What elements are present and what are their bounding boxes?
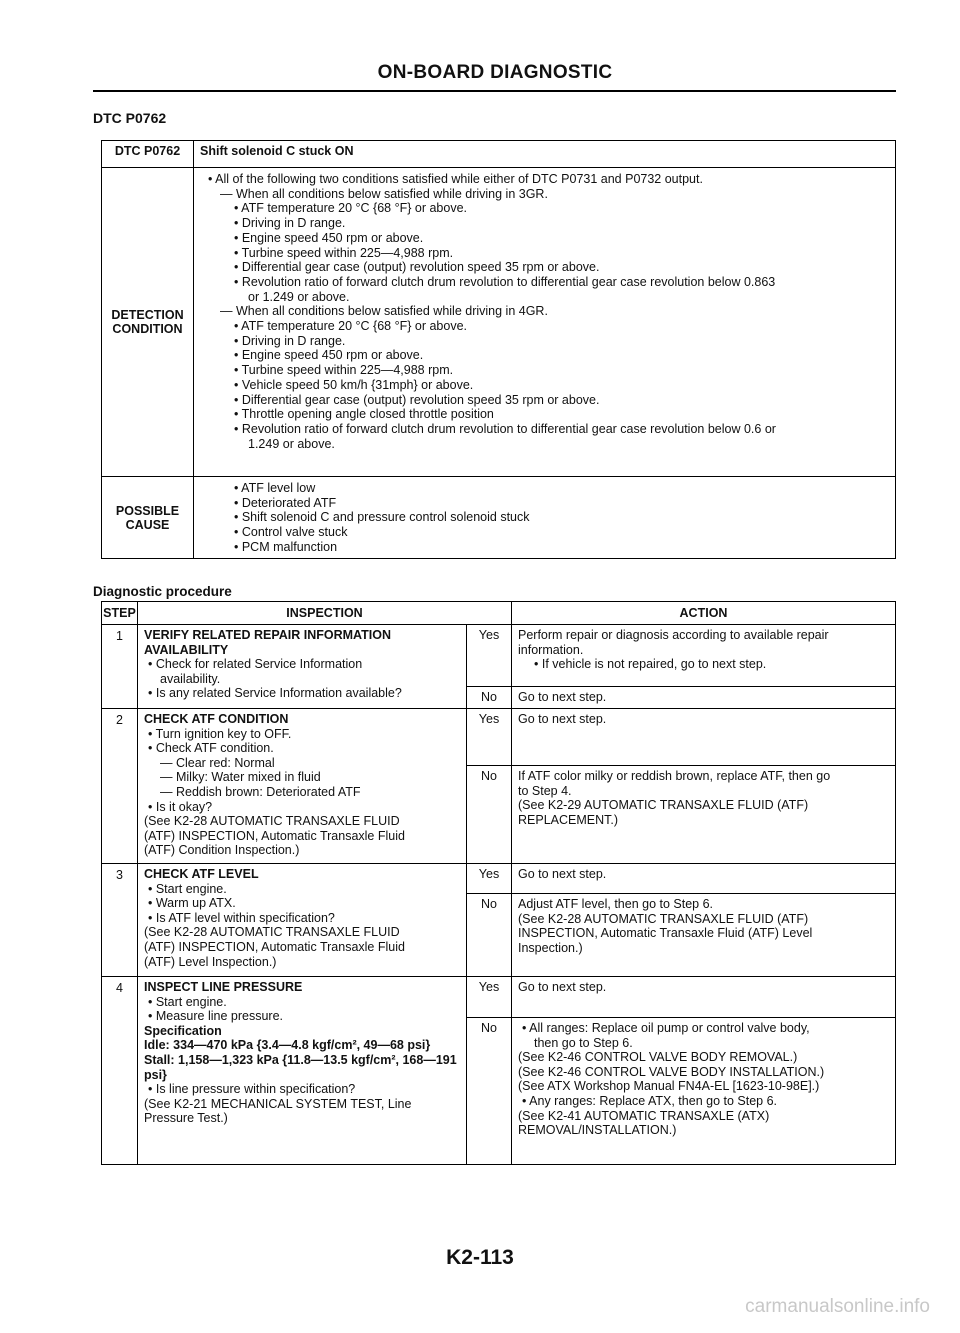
diagnostic-procedure-title: Diagnostic procedure [93,584,232,599]
detection-condition-label: DETECTION CONDITION [102,168,194,477]
dtc-title: Shift solenoid C stuck ON [194,141,896,168]
detection-line: • Engine speed 450 rpm or above. [234,230,424,245]
no-label: No [467,766,512,864]
detection-line: • Engine speed 450 rpm or above. [234,348,424,363]
yes-action: Go to next step. [512,977,896,1018]
cause-line: • Shift solenoid C and pressure control solenoid stuck [234,510,530,525]
yes-action: Go to next step. [512,864,896,894]
detection-line: • Differential gear case (output) revolution speed 35 rpm or above. [234,392,600,407]
cause-line: • Deteriorated ATF [234,495,337,510]
no-action: • All ranges: Replace oil pump or control valve body, then go to Step 6. (See K2-46 CONTROL VALVE BODY REMOVAL.) (See K2-46 CONTROL VALVE BODY INSTALLATION.) (See ATX Workshop Manual FN4A-EL [1623-10-98E].) • Any ranges: Replace ATX, then go to Step 6. (See K2-41 AUTOMATIC TRANSAXLE (ATX) REMOVAL/INSTALLATION.) [512,1018,896,1165]
detection-line: • Vehicle speed 50 km/h {31mph} or above. [234,377,474,392]
header-rule [93,90,896,92]
cause-line: • PCM malfunction [234,539,338,554]
step-inspection: CHECK ATF CONDITION • Turn ignition key to OFF. • Check ATF condition. — Clear red: Normal — Milky: Water mixed in fluid — Reddish brown: Deteriorated ATF • Is it okay? (See K2-28 AUTOMATIC TRANSAXLE FLUID (ATF) INSPECTION, Automatic Transaxle Fluid (ATF) Condition Inspection.) [138,709,467,864]
step-number: 2 [102,709,138,864]
step-inspection: CHECK ATF LEVEL • Start engine. • Warm up ATX. • Is ATF level within specification? (See K2-28 AUTOMATIC TRANSAXLE FLUID (ATF) INSPECTION, Automatic Transaxle Fluid (ATF) Level Inspection.) [138,864,467,977]
yes-label: Yes [467,864,512,894]
detection-line: • ATF temperature 20 °C {68 °F} or above. [234,319,468,334]
detection-line: 1.249 or above. [248,436,335,451]
inspection-header: INSPECTION [138,602,512,625]
detection-line: • Turbine speed within 225—4,988 rpm. [234,363,454,378]
detection-line: • Driving in D range. [234,216,346,231]
step-number: 4 [102,977,138,1165]
table-row [102,977,896,1018]
possible-cause-list [194,477,896,559]
watermark: carmanualsonline.info [745,1296,930,1317]
no-label: No [467,894,512,977]
no-action: If ATF color milky or reddish brown, replace ATF, then go to Step 4. (See K2-29 AUTOMATIC TRANSAXLE FLUID (ATF) REPLACEMENT.) [512,766,896,864]
action-header: ACTION [512,602,896,625]
no-label: No [467,687,512,709]
yes-label: Yes [467,625,512,687]
cause-line: • Control valve stuck [234,525,348,540]
no-action: Adjust ATF level, then go to Step 6. (See K2-28 AUTOMATIC TRANSAXLE FLUID (ATF) INSPECTION, Automatic Transaxle Fluid (ATF) Level Inspection.) [512,894,896,977]
step-inspection: VERIFY RELATED REPAIR INFORMATION AVAILABILITY • Check for related Service Information availability. • Is any related Service Information available? [138,625,467,709]
step-number: 1 [102,625,138,709]
step-header: STEP [102,602,138,625]
no-action: Go to next step. [512,687,896,709]
detection-line: • Revolution ratio of forward clutch drum revolution to differential gear case revolution below 0.6 or [234,421,776,436]
detection-line: • ATF temperature 20 °C {68 °F} or above. [234,201,468,216]
detection-line: • All of the following two conditions satisfied while either of DTC P0731 and P0732 output. [208,172,703,186]
cause-line: • ATF level low [234,481,316,495]
possible-cause-label: POSSIBLE CAUSE [102,477,194,559]
page-title: ON-BOARD DIAGNOSTIC [377,62,613,83]
step-number: 3 [102,864,138,977]
detection-line: — When all conditions below satisfied while driving in 4GR. [220,304,548,319]
section-title: DTC P0762 [93,110,167,126]
yes-action: Perform repair or diagnosis according to available repair information. • If vehicle is not repaired, go to next step. [512,625,896,687]
detection-line: • Differential gear case (output) revolution speed 35 rpm or above. [234,260,600,275]
step-inspection: INSPECT LINE PRESSURE • Start engine. • Measure line pressure. Specification Idle: 334—470 kPa {3.4—4.8 kgf/cm², 49—68 psi} Stall: 1,158—1,323 kPa {11.8—13.5 kgf/cm², 168—191 psi} • Is line pressure within specification? (See K2-21 MECHANICAL SYSTEM TEST, Line Pressure Test.) [138,977,467,1165]
dtc-table [101,140,896,559]
yes-label: Yes [467,977,512,1018]
detection-line: — When all conditions below satisfied while driving in 3GR. [220,186,548,201]
detection-line: • Driving in D range. [234,333,346,348]
table-row [102,864,896,894]
yes-label: Yes [467,709,512,766]
dtc-code: DTC P0762 [102,141,194,168]
table-row [102,709,896,766]
no-label: No [467,1018,512,1165]
detection-line: • Throttle opening angle closed throttle position [234,407,494,422]
page-number: K2-113 [446,1246,514,1269]
procedure-table [101,601,896,1165]
yes-action: Go to next step. [512,709,896,766]
detection-condition-list [194,168,896,477]
table-row [102,625,896,687]
detection-line: or 1.249 or above. [248,289,350,304]
detection-line: • Revolution ratio of forward clutch drum revolution to differential gear case revolution below 0.863 [234,274,776,289]
detection-line: • Turbine speed within 225—4,988 rpm. [234,245,454,260]
